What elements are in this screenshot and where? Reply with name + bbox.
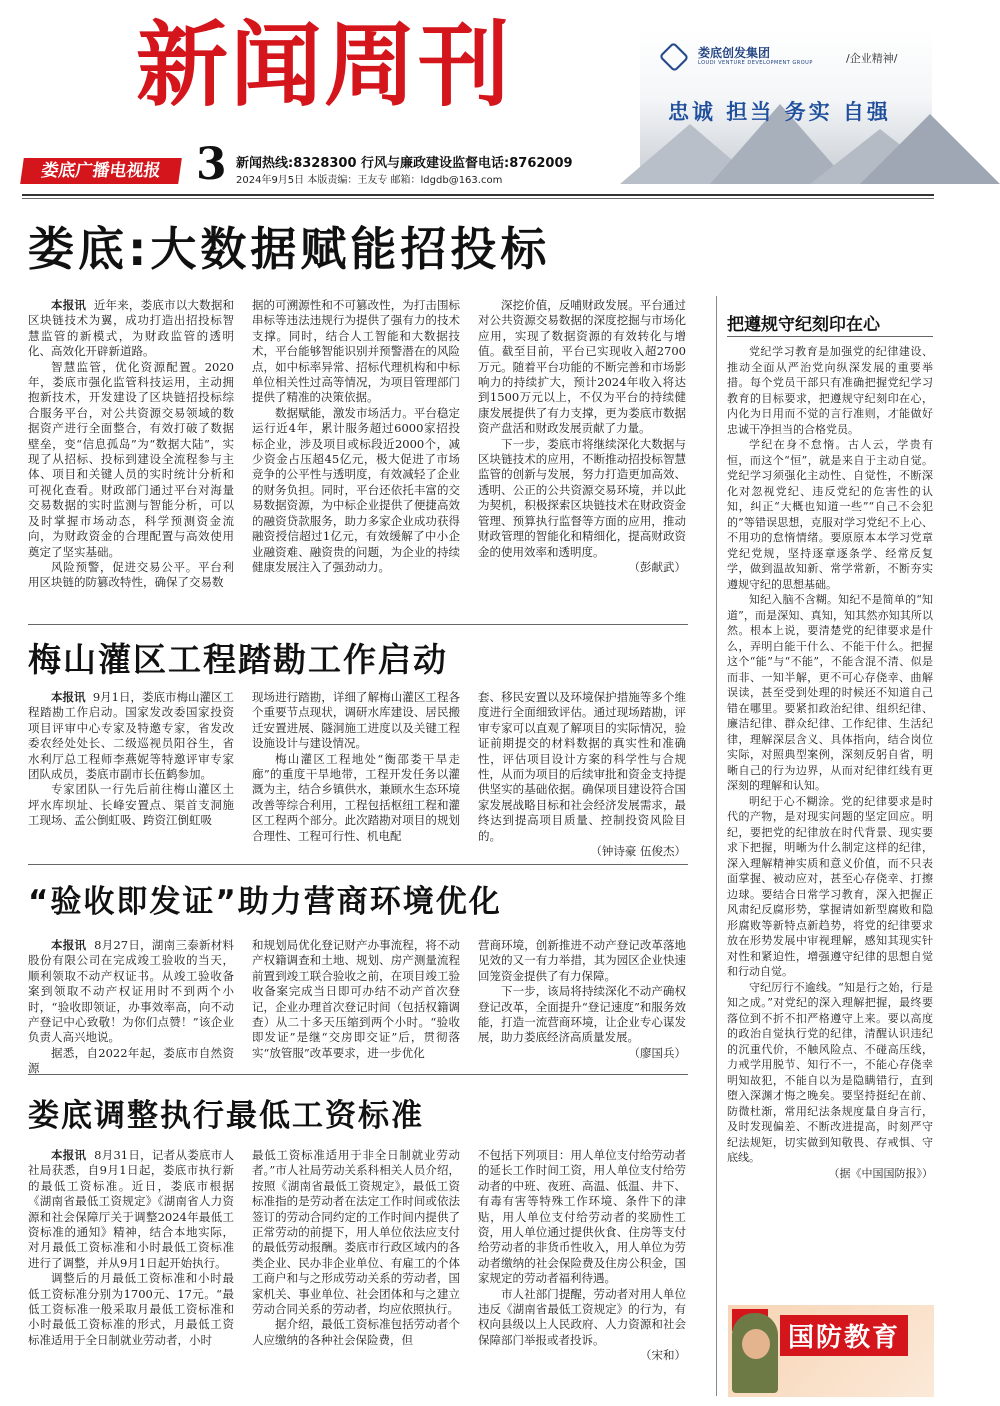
page-number: 3	[196, 139, 227, 190]
article-2-col-1	[28, 690, 234, 856]
article-2-text: 现场进行踏勘，详细了解梅山灌区工程各个重要节点现状，调研水库建设、居民搬迁安置进展、隧洞施工进度以及关键工程设施设计与建设情况。	[252, 690, 460, 751]
article-3-text: 营商环境，创新推进不动产登记改革落地见效的又一有力举措，其为园区企业快速回笼资金提供了有力保障。	[478, 938, 686, 983]
article-2-text: 梅山灌区工程地处“衡邵娄干旱走廊”的重度干旱地带，工程开发任务以灌溉为主，结合乡镇供水，兼顾水生态环境改善等综合利用，工程包括枢纽工程和灌区工程两个部分。此次踏勘对项目的规划合理性、工程可行性、机电配	[252, 751, 460, 843]
article-4-text: 不包括下列项目：用人单位支付给劳动者的延长工作时间工资，用人单位支付给劳动者的中班、夜班、高温、低温、井下、有毒有害等特殊工作环境、条件下的津贴，用人单位支付给劳动者的奖励性工资，用人单位通过提供伙食、住房等支付给劳动者的非货币性收入，用人单位为劳动者缴纳的社会保险费及住房公积金，国家规定的劳动者福利待遇。	[478, 1148, 686, 1286]
report-tag: 本报讯	[51, 1148, 87, 1162]
ad-company-en: LOUDI VENTURE DEVELOPMENT GROUP	[698, 60, 813, 66]
report-tag: 本报讯	[51, 938, 87, 952]
article-1-text: 智慧监管，优化资源配置。2020年，娄底市强化监管科技运用，主动拥抱新技术，开发建设了区块链招投标综合服务平台，对公共资源交易领域的数据资产进行全面整合，有效打破了数据壁垒，变“信息孤岛”为“数据大陆”，实现了从招标、投标到建设全流程参与主体、项目和关键人员的实时统计分析和可视化查看。财政部门通过平台对海量交易数据的实时监测与智能分析，可以及时掌握市场动态，科学预测资金流向，为财政资金的合理配置与高效使用奠定了坚实基础。	[28, 359, 234, 559]
article-4-text: 市人社部门提醒，劳动者对用人单位违反《湖南省最低工资规定》的行为，有权向县级以上人民政府、人力资源和社会保障部门举报或者投诉。	[478, 1286, 686, 1347]
side-paragraph: 党纪学习教育是加强党的纪律建设、推动全面从严治党向纵深发展的重要举措。每个党员干部只有准确把握党纪学习教育的目标要求，把遵规守纪刻印在心，内化为日用而不觉的言行准则，才能做好忠诚干净担当的合格党员。	[727, 345, 933, 436]
article-4-text: 最低工资标准适用于非全日制就业劳动者。”市人社局劳动关系科相关人员介绍，按照《湖南省最低工资规定》，最低工资标准指的是劳动者在法定工作时间或依法签订的劳动合同约定的工作时间内提供了正常劳动的前提下，用人单位依法应支付的最低劳动报酬。娄底市行政区域内的各类企业、民办非企业单位、有雇工的个体工商户和与之形成劳动关系的劳动者，国家机关、事业单位、社会团体和与之建立劳动合同关系的劳动者，均应依照执行。	[252, 1148, 460, 1317]
article-3-col-1	[28, 938, 235, 1076]
headline-1: 娄底:大数据赋能招投标	[28, 222, 551, 276]
article-3-text: 和规划局优化登记财产办事流程，将不动产权籍调查和土地、规划、房产测量流程前置到竣工联合验收之前，在项目竣工验收备案完成当日即可办结不动产首次登记，企业办理首次登记时间（包括权籍调查）从二十多天压缩到两个小时。“验收即发证”是继“交房即交证”后，贯彻落实“放管服”改革要求，进一步优化	[252, 938, 460, 1060]
ad-company: 娄底创发集团	[698, 46, 771, 60]
soldier-face-icon	[742, 1329, 770, 1359]
article-1-text: 风险预警，促进交易公平。平台利用区块链的防篡改特性，确保了交易数	[28, 559, 234, 590]
side-source: （据《中国国防报》）	[828, 1166, 933, 1180]
byline: （钟诗豪 伍俊杰）	[590, 844, 686, 859]
headline-3: “验收即发证”助力营商环境优化	[28, 884, 502, 920]
report-tag: 本报讯	[51, 298, 87, 312]
article-1-text: 下一步，娄底市将继续深化大数据与区块链技术的应用，不断推动招投标智慧监管的创新与发展，努力打造更加高效、透明、公正的公共资源交易环境，并以此为契机，积极探索区块链技术在财政资金管理、预算执行监督等方面的应用，推动财政管理的智能化和精细化，提高财政资金的使用效率和透明度。	[478, 436, 686, 559]
ad-tag: /企业精神/	[846, 52, 898, 65]
side-paragraph: 知纪入脑不含糊。知纪不是简单的“知道”，而是深知、真知，知其然亦知其所以然。根本上说，要清楚党的纪律要求是什么，弄明白能干什么、不能干什么。把握这个“能”与“不能”，不能含混不清、似是而非、一知半解，更不可心存侥幸、曲解误读，甚至受到处理的时候还不知道自己错在哪里。要紧扣政治纪律、组织纪律、廉洁纪律、群众纪律、工作纪律、生活纪律，理解深层含义、具体指向，结合岗位实际，对照典型案例，深刻反躬自省，明晰自己的行为边界，从而对纪律红线有更深刻的理解和认知。	[727, 593, 933, 792]
hotline: 新闻热线:8328300 行风与廉政建设监督电话:8762009	[236, 156, 573, 171]
article-4-col-2	[252, 1148, 460, 1398]
side-paragraph: 守纪厉行不逾线。“知是行之始，行是知之成。”对党纪的深入理解把握，最终要落位到不折不扣严格遵守上来。要以高度的政治自觉执行党的纪律，清醒认识违纪的沉重代价，不触风险点、不碰高压线，力戒学用脱节、知行不一，不能心存侥幸明知故犯，不能自以为是隐瞒错行，直到堕入深渊才悔之晚矣。要坚持挺纪在前、防微杜渐，常用纪法条规度量自身言行，及时发现偏差、不断改进提高，时刻严守纪法规矩，切实做到知敬畏、存戒惧、守底线。	[727, 980, 933, 1164]
byline: （廖国兵）	[628, 1045, 686, 1060]
defense-label: 国防教育	[780, 1315, 908, 1356]
article-3-col-3	[478, 938, 686, 1066]
brand-badge: 娄底广播电视报	[20, 158, 182, 184]
byline: （宋和）	[640, 1348, 686, 1363]
masthead-title: 新闻周刊	[136, 12, 513, 119]
article-1-text: 深挖价值，反哺财政发展。平台通过对公共资源交易数据的深度挖掘与市场化应用，实现了数据资源的有效转化与增值。截至目前，平台已实现收入超2700万元。随着平台功能的不断完善和市场影响力的持续扩大，预计2024年收入将达到1500万元以上，不仅为平台的持续健康发展提供了有力支撑，更为娄底市数据资产盘活和财政发展贡献了力量。	[478, 298, 686, 436]
report-tag: 本报讯	[51, 690, 86, 704]
side-title: 把遵规守纪刻印在心	[727, 315, 880, 335]
article-4-text: 调整后的月最低工资标准和小时最低工资标准分别为1700元、17元。“最低工资标准一般采取月最低工资标准和小时最低工资标准的形式，月最低工资标准适用于全日制就业劳动者，小时	[28, 1271, 234, 1347]
side-paragraph: 明纪于心不糊涂。党的纪律要求是时代的产物，是对现实问题的坚定回应。明纪，要把党的纪律放在时代背景、现实要求下把握，明晰为什么制定这样的纪律，深入理解精神实质和意义价值，而不只表面掌握、被动应对，甚至心存侥幸、打擦边球。要结合日常学习教育，深入把握正风肃纪反腐形势，掌握请如新型腐败和隐形腐败等新特点新趋势，将党的纪律要求放在形势发展中审视理解，感知其现实针对性和紧迫性，增强遵守纪律的思想自觉和行动自觉。	[727, 794, 933, 978]
article-1-text: 近年来，娄底市以大数据和区块链技术为翼，成功打造出招投标智慧监管的新模式，为财政监管的透明化、高效化开辟新道路。	[28, 298, 235, 359]
article-2-col-2	[252, 690, 460, 856]
defense-education-ad	[728, 1305, 934, 1397]
side-article	[727, 344, 933, 1406]
banner-ad	[640, 28, 932, 184]
article-4-col-1	[28, 1148, 234, 1398]
article-1-col-1	[28, 298, 234, 616]
dateline: 2024年9月5日 本版责编：王友专 邮箱：ldgdb@163.com	[236, 175, 503, 186]
article-2-text: 9月1日，娄底市梅山灌区工程踏勘工作启动。国家发改委国家投资项目评审中心专家及特邀专家，省发改委农经处处长、二级巡视员阳谷生，省水利厅总工程师李燕妮等特邀评审专家团队成员，娄底市副市长伍鹤参加。	[28, 690, 235, 782]
article-4-text: 据介绍，最低工资标准包括劳动者个人应缴纳的各种社会保险费，但	[252, 1317, 460, 1347]
article-2-col-3	[478, 690, 686, 859]
side-paragraph: 学纪在身不怠惰。古人云，学贵有恒，而这个“恒”，就是来自于主动自觉。党纪学习须强化主动性、自觉性，不断深化对忽视党纪、违反党纪的危害性的认知，纠正“大概也知道一些”“自己不会犯的”等错误思想，克服对学习党纪不上心、不用功的怠惰情绪。要原原本本学习党章党纪党规，坚持逐章逐条学、经常反复学，做到温故知新、常学常新，不断夯实遵规守纪的思想基础。	[727, 438, 933, 591]
article-1-text: 数据赋能，激发市场活力。平台稳定运行近4年，累计服务超过6000家招投标企业，涉及项目或标段近2000个，减少资金占压超45亿元，极大促进了市场竞争的公平性与透明度，有效减轻了企业的财务负担。同时，平台还依托丰富的交易数据资源，为中标企业提供了便捷高效的融资贷款服务，助力多家企业成功获得融资授信超过1亿元，有效缓解了中小企业融资难、融资贵的问题，为企业的持续健康发展注入了强劲动力。	[252, 405, 460, 574]
article-2-text: 套、移民安置以及环境保护措施等多个维度进行全面细致评估。通过现场踏勘，评审专家可以直观了解项目的实际情况，验证前期提交的材料数据的真实性和准确性，评估项目设计方案的科学性与合规性，从而为项目的后续审批和资金支持提供坚实的基础依据。确保项目建设符合国家发展战略目标和社会经济发展需求，最终达到提高项目质量、控制投资风险目的。	[478, 690, 686, 843]
article-2-text: 专家团队一行先后前往梅山灌区土坪水库坝址、长峰安置点、渠首支洞施工现场、孟公倒虹吸、跨资江倒虹吸	[28, 782, 234, 828]
article-4-text: 8月31日，记者从娄底市人社局获悉，自9月1日起，娄底市执行新的最低工资标准。近日，娄底市根据《湖南省最低工资规定》《湖南省人力资源和社会保障厅关于调整2024年最低工资标准的通知》精神，结合本地实际，对月最低工资标准和小时最低工资标准进行了调整，并从9月1日起开始执行。	[28, 1148, 235, 1270]
article-3-text: 8月27日，湖南三泰新材料股份有限公司在完成竣工验收的当天，顺利领取不动产权证书。从竣工验收备案到领取不动产权证用时不到两个小时，“验收即领证，办事效率高，向不动产登记中心致敬！为你们点赞！”该企业负责人高兴地说。	[28, 938, 235, 1045]
article-4-col-3	[478, 1148, 686, 1398]
article-3-col-2	[252, 938, 460, 1066]
ad-slogan: 忠诚 担当 务实 自强	[668, 100, 891, 124]
headline-2: 梅山灌区工程踏勘工作启动	[28, 640, 448, 679]
article-3-text: 下一步，该局将持续深化不动产确权登记改革，全面提升“登记速度”和服务效能，打造一流营商环境，让企业专心谋发展，助力娄底经济高质量发展。	[478, 984, 686, 1045]
article-3-text: 据悉，自2022年起，娄底市自然资源	[28, 1045, 234, 1076]
article-1-col-2	[252, 298, 460, 616]
article-1-text: 据的可溯源性和不可篡改性，为打击围标串标等违法违规行为提供了强有力的技术支撑。同时，结合人工智能和大数据技术，平台能够智能识别并预警潜在的风险点，如中标率异常、招标代理机构和中标单位相关性过高等情况，为项目管理部门提供了精准的决策依据。	[252, 298, 460, 405]
headline-4: 娄底调整执行最低工资标准	[28, 1098, 424, 1134]
company-logo-icon	[659, 42, 690, 73]
byline: （彭献武）	[628, 559, 686, 574]
article-1-col-3	[478, 298, 686, 616]
